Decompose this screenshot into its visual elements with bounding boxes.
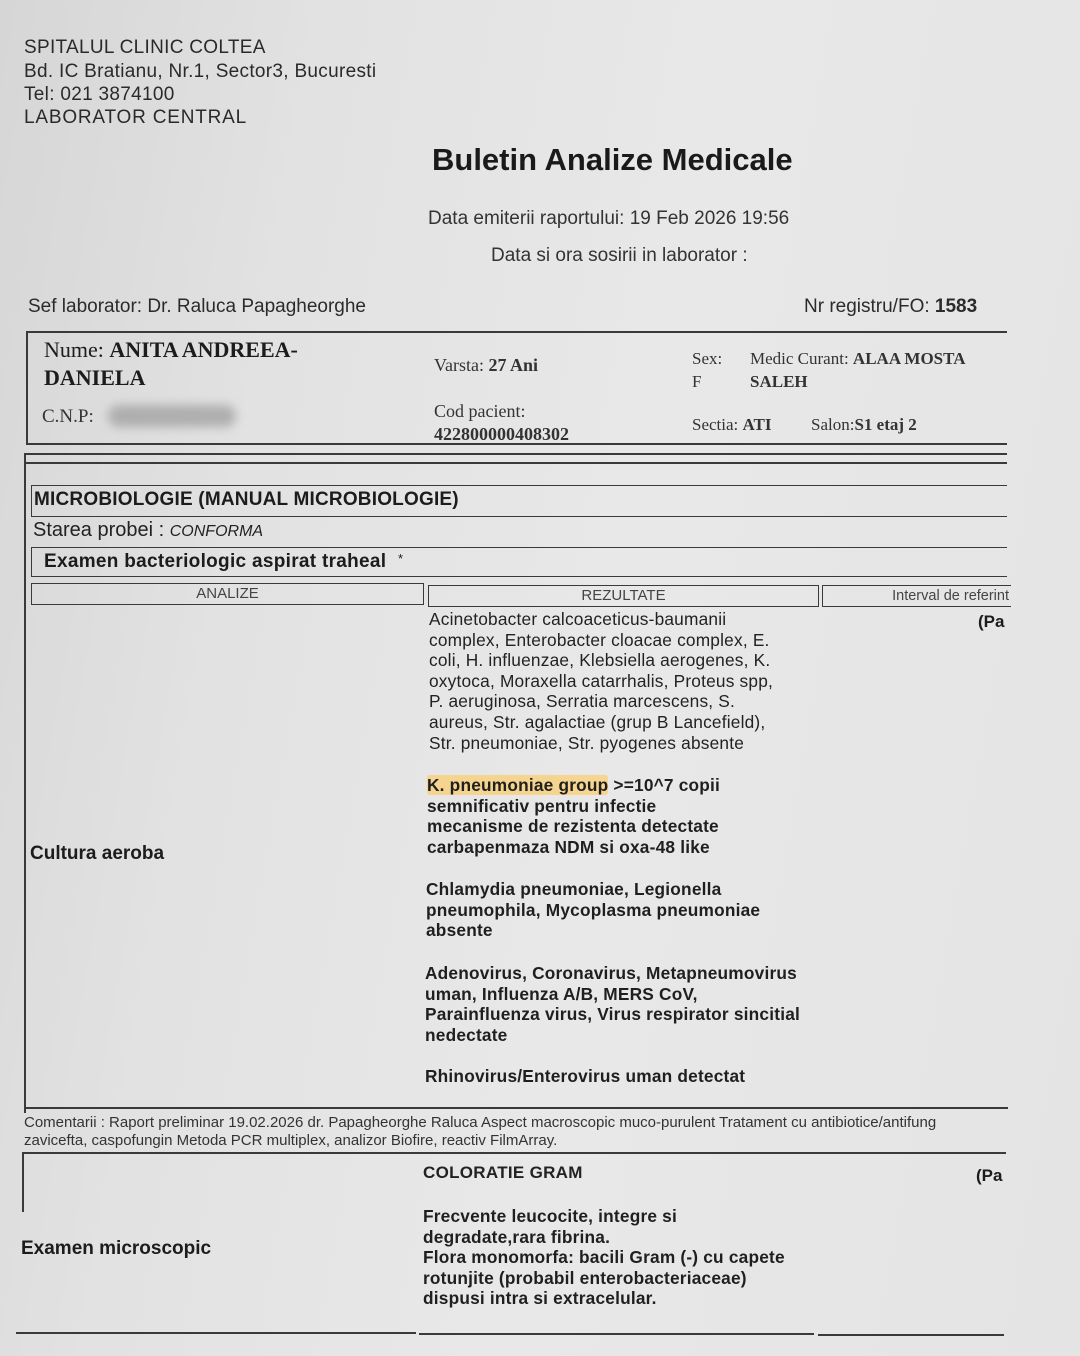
highlighted-organism: K. pneumoniae group <box>427 775 609 795</box>
room <box>811 415 917 435</box>
result-line: Str. pneumoniae, Str. pyogenes absente <box>429 732 745 753</box>
exam-title <box>44 551 403 573</box>
result-line: nedectate <box>425 1024 508 1045</box>
age-label: Varsta: <box>434 355 489 375</box>
issue-date: Data emiterii raportului: 19 Feb 2026 19:56 <box>428 208 790 229</box>
organism-count: >=10^7 copii <box>608 775 721 795</box>
result-line: Flora monomorfa: bacili Gram (-) cu capete <box>423 1247 785 1268</box>
culture-ref: (Pa <box>978 612 1005 631</box>
result-line: Chlamydia pneumoniae, Legionella <box>426 879 722 899</box>
result-line: rotunjite (probabil enterobacteriaceae) <box>423 1267 747 1288</box>
result-line: uman, Influenza A/B, MERS CoV, <box>425 983 698 1004</box>
patient-code <box>434 400 569 446</box>
result-line: carbapenmaza NDM si oxa-48 like <box>427 836 710 857</box>
result-line: pneumophila, Mycoplasma pneumoniae <box>426 899 761 920</box>
arrival-date: Data si ora sosirii in laborator : <box>491 245 748 266</box>
section-label: Sectia: <box>692 415 743 434</box>
doctor-line1: ALAA MOSTA <box>852 349 966 368</box>
patient-name-line2: DANIELA <box>44 365 146 390</box>
patient-sex <box>692 347 722 393</box>
sex-label: Sex: <box>692 349 723 368</box>
divider <box>818 1334 1004 1336</box>
result-line: Adenovirus, Coronavirus, Metapneumovirus <box>425 963 797 983</box>
section-value: ATI <box>742 415 772 434</box>
result-line: oxytoca, Moraxella catarrhalis, Proteus spp, <box>429 670 774 691</box>
result-line: degradate,rara fibrina. <box>423 1226 611 1247</box>
patient-name <box>44 336 298 392</box>
divider <box>24 1107 1008 1109</box>
report-title: Buletin Analize Medicale <box>432 142 793 177</box>
section <box>692 415 772 435</box>
sample-state-value: CONFORMA <box>169 523 264 540</box>
result-line: Acinetobacter calcoaceticus-baumanii <box>429 609 727 629</box>
sex-value: F <box>692 372 702 391</box>
registry-value: 1583 <box>934 296 978 317</box>
hospital-address: Bd. IC Bratianu, Nr.1, Sector3, Bucuresti <box>24 61 377 82</box>
divider <box>16 1332 416 1334</box>
divider <box>26 453 1007 455</box>
divider <box>22 1152 1006 1154</box>
result-line: semnificativ pentru infectie <box>427 795 657 816</box>
hospital-name: SPITALUL CLINIC COLTEA <box>24 37 266 58</box>
column-header-analize: ANALIZE <box>31 583 424 605</box>
sample-state <box>33 519 263 542</box>
sample-state-label: Starea probei : <box>33 519 170 541</box>
result-line: absente <box>426 920 493 941</box>
lab-chief-label: Sef laborator: <box>28 296 148 317</box>
cnp-redacted <box>108 405 236 427</box>
microscopic-ref: (Pa <box>976 1166 1003 1185</box>
column-header-rezultate: REZULTATE <box>428 585 819 607</box>
attending-doctor <box>750 347 965 393</box>
result-line: complex, Enterobacter cloacae complex, E. <box>429 629 770 650</box>
divider <box>24 453 26 1113</box>
culture-block3 <box>426 879 760 941</box>
result-line <box>427 775 720 796</box>
comments-line1: Comentarii : Raport preliminar 19.02.2026 dr. Papagheorghe Raluca Aspect macroscopic muco-purulent Tratament cu antibiotice/antifung <box>24 1114 937 1131</box>
culture-block2 <box>427 775 720 857</box>
result-line: Parainfluenza virus, Virus respirator sincitial <box>425 1004 801 1025</box>
code-value: 422800000408302 <box>434 424 569 444</box>
patient-age <box>434 355 538 376</box>
exam-mark: * <box>397 551 404 566</box>
room-value: S1 etaj 2 <box>854 415 917 434</box>
divider <box>26 331 1007 333</box>
registry-number <box>804 296 977 318</box>
lab-chief <box>28 296 366 318</box>
divider <box>26 462 1007 464</box>
result-line: Rhinovirus/Enterovirus uman detectat <box>425 1066 746 1086</box>
culture-block4 <box>425 963 800 1045</box>
doctor-label: Medic Curant: <box>750 349 853 368</box>
age-value: 27 Ani <box>488 355 539 375</box>
culture-block5 <box>425 1066 745 1087</box>
divider <box>22 1152 24 1212</box>
result-line: mecanisme de rezistenta detectate <box>427 816 719 837</box>
column-header-interval: Interval de referint <box>822 585 1011 607</box>
divider <box>419 1333 814 1335</box>
code-label: Cod pacient: <box>434 401 526 421</box>
hospital-phone: Tel: 021 3874100 <box>24 84 175 105</box>
result-line: aureus, Str. agalactiae (grup B Lancefield), <box>429 711 766 732</box>
culture-label: Cultura aeroba <box>30 843 165 864</box>
result-line: Frecvente leucocite, integre si <box>423 1206 677 1226</box>
microscopic-label: Examen microscopic <box>21 1238 212 1259</box>
section-title: MICROBIOLOGIE (MANUAL MICROBIOLOGIE) <box>34 489 459 510</box>
result-line: dispusi intra si extracelular. <box>423 1288 657 1309</box>
cnp-label: C.N.P: <box>42 406 94 427</box>
divider <box>26 331 28 445</box>
result-line: P. aeruginosa, Serratia marcescens, S. <box>429 691 736 712</box>
room-label: Salon: <box>811 415 855 434</box>
doctor-line2: SALEH <box>750 372 808 391</box>
result-line: coli, H. influenzae, Klebsiella aerogenes, K. <box>429 650 771 671</box>
comments-line2: zavicefta, caspofungin Metoda PCR multiplex, analizor Biofire, reactiv FilmArray. <box>24 1132 558 1149</box>
hospital-department: LABORATOR CENTRAL <box>24 107 247 128</box>
microscopic-results <box>423 1206 785 1309</box>
patient-name-line1: ANITA ANDREEA- <box>109 337 298 362</box>
registry-label: Nr registru/FO: <box>804 296 935 317</box>
exam-title-text: Examen bacteriologic aspirat traheal <box>44 551 387 572</box>
gram-stain-title: COLORATIE GRAM <box>423 1163 583 1182</box>
culture-block1 <box>429 609 773 753</box>
patient-name-label: Nume: <box>44 337 110 362</box>
lab-chief-name: Dr. Raluca Papagheorghe <box>147 296 366 317</box>
